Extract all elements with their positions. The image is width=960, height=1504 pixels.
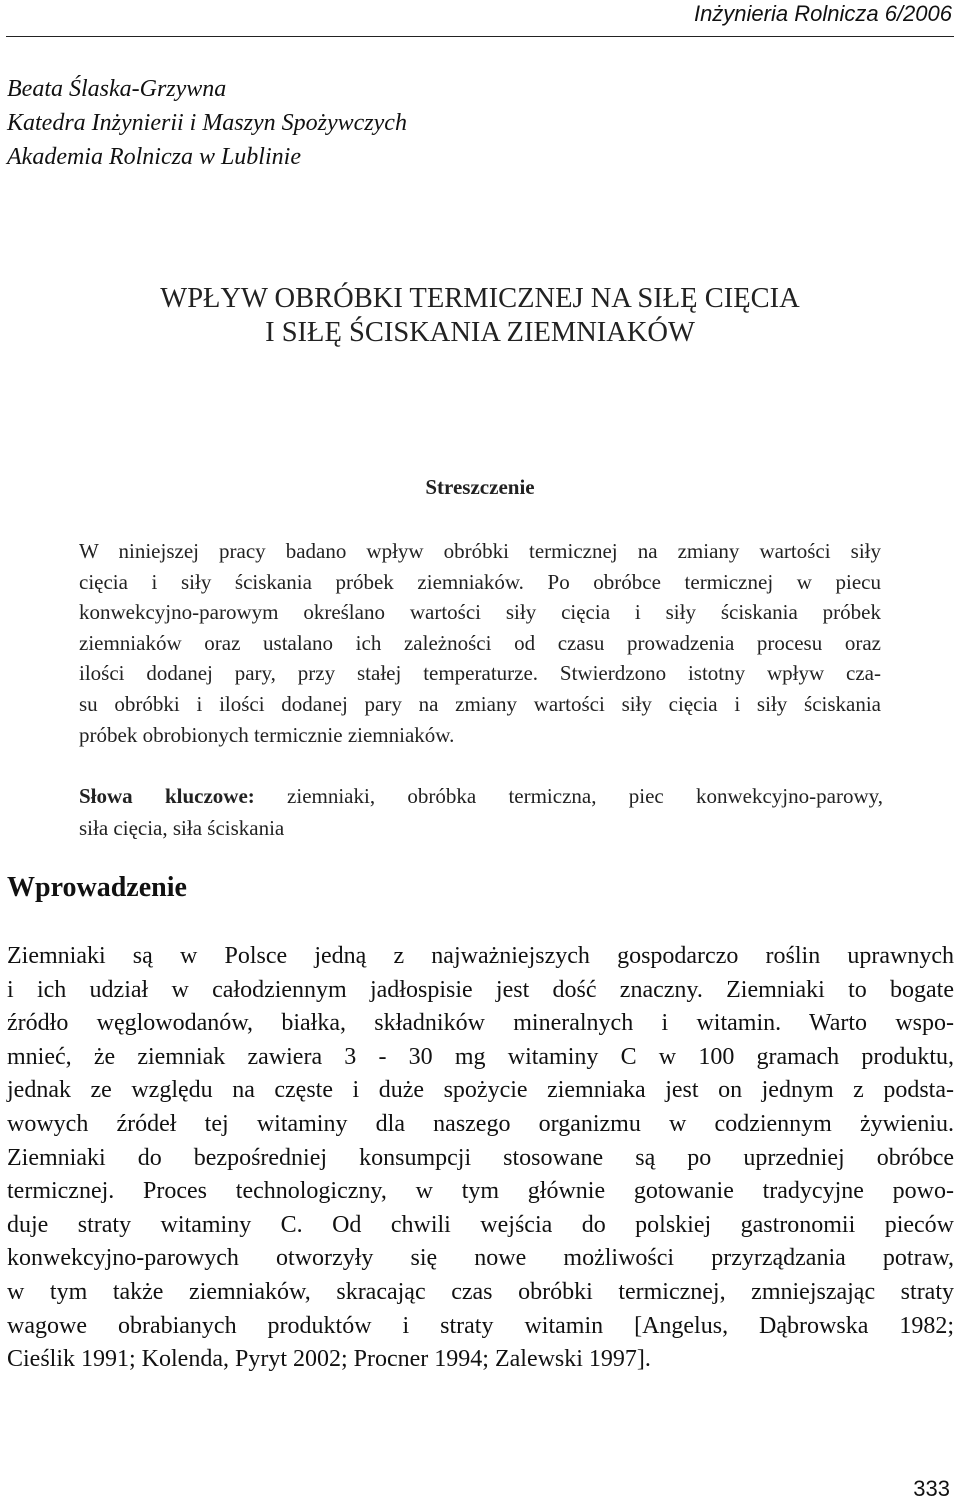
author-institution: Akademia Rolnicza w Lublinie bbox=[7, 144, 301, 170]
body-line: Cieślik 1991; Kolenda, Pyryt 2002; Procner 1994; Zalewski 1997]. bbox=[7, 1346, 651, 1373]
body-line: wowych źródeł tej witaminy dla naszego organizmu w codziennym żywieniu. bbox=[7, 1110, 954, 1137]
abstract-line: ilości dodanej pary, przy stałej temperaturze. Stwierdzono istotny wpływ cza- bbox=[79, 661, 881, 686]
body-line: w tym także ziemniaków, skracając czas obróbki termicznej, zmniejszając straty bbox=[7, 1278, 954, 1305]
body-line: Ziemniaki do bezpośredniej konsumpcji stosowane są po uprzedniej obróbce bbox=[7, 1144, 954, 1171]
body-line: jednak ze względu na częste i duże spożycie ziemniaka jest on jednym z podsta- bbox=[7, 1077, 954, 1104]
paper-title bbox=[0, 282, 960, 350]
keywords-line-1 bbox=[79, 780, 883, 812]
author-block bbox=[7, 72, 407, 174]
page-number: 333 bbox=[913, 1476, 950, 1501]
abstract-line: konwekcyjno-parowym określano wartości siły cięcia i siły ściskania próbek bbox=[79, 600, 881, 625]
body-line: duje straty witaminy C. Od chwili wejścia do polskiej gastronomii pieców bbox=[7, 1211, 954, 1238]
title-line-2: I SIŁĘ ŚCISKANIA ZIEMNIAKÓW bbox=[265, 317, 695, 348]
title-line-1: WPŁYW OBRÓBKI TERMICZNEJ NA SIŁĘ CIĘCIA bbox=[160, 283, 800, 314]
abstract-text bbox=[79, 536, 881, 750]
body-text bbox=[7, 940, 954, 1377]
header-rule bbox=[6, 36, 954, 37]
keywords-text-1: ziemniaki, obróbka termiczna, piec konwekcyjno-parowy, bbox=[254, 784, 883, 808]
abstract-line: cięcia i siły ściskania próbek ziemniaków. Po obróbce termicznej w piecu bbox=[79, 569, 881, 594]
body-line: termicznej. Proces technologiczny, w tym głównie gotowanie tradycyjne powo- bbox=[7, 1178, 954, 1205]
abstract-line: próbek obrobionych termicznie ziemniaków. bbox=[79, 722, 455, 747]
abstract-line: ziemniaków oraz ustalano ich zależności od czasu prowadzenia procesu oraz bbox=[79, 630, 881, 655]
body-line: konwekcyjno-parowych otworzyły się nowe możliwości przyrządzania potraw, bbox=[7, 1245, 954, 1272]
keywords bbox=[79, 780, 883, 844]
keywords-text-2: siła cięcia, siła ściskania bbox=[79, 816, 285, 840]
author-department: Katedra Inżynierii i Maszyn Spożywczych bbox=[7, 110, 407, 136]
author-name: Beata Ślaska-Grzywna bbox=[7, 76, 227, 102]
body-line: źródło węglowodanów, białka, składników mineralnych i witamin. Warto wspo- bbox=[7, 1010, 954, 1037]
abstract-heading: Streszczenie bbox=[425, 475, 535, 499]
body-line: mnieć, że ziemniak zawiera 3 - 30 mg witaminy C w 100 gramach produktu, bbox=[7, 1043, 954, 1070]
abstract-line: su obróbki i ilości dodanej pary na zmiany wartości siły cięcia i siły ściskania bbox=[79, 691, 881, 716]
abstract-line: W niniejszej pracy badano wpływ obróbki termicznej na zmiany wartości siły bbox=[79, 539, 881, 563]
body-line: i ich udział w całodziennym jadłospisie jest dość znaczny. Ziemniaki to bogate bbox=[7, 976, 954, 1003]
body-line: wagowe obrabianych produktów i straty witamin [Angelus, Dąbrowska 1982; bbox=[7, 1312, 954, 1339]
body-line: Ziemniaki są w Polsce jedną z najważniejszych gospodarczo roślin uprawnych bbox=[7, 943, 954, 969]
journal-header: Inżynieria Rolnicza 6/2006 bbox=[693, 1, 952, 26]
keywords-label: Słowa kluczowe: bbox=[79, 784, 255, 808]
section-heading: Wprowadzenie bbox=[7, 872, 187, 903]
